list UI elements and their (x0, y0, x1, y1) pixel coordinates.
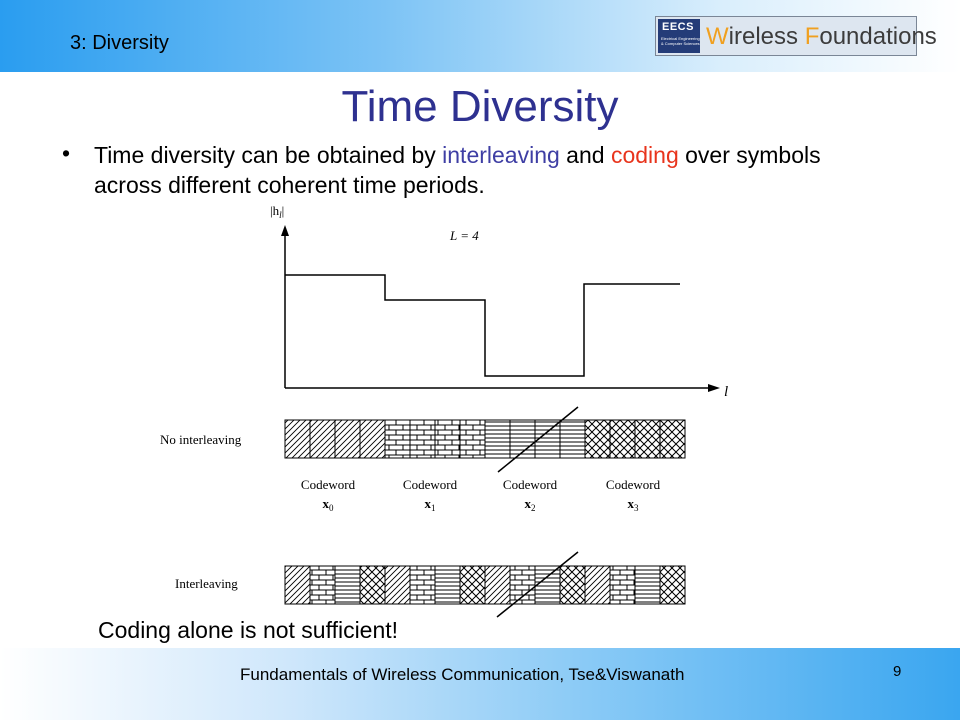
no-interleaving-label: No interleaving (160, 432, 242, 447)
logo-initial-f: F (804, 23, 820, 50)
codeword-1-symbol: $x_1$ (424, 496, 436, 513)
codeword-3-symbol: $x_3$ (627, 496, 639, 513)
y-axis-arrow-icon (281, 225, 289, 236)
eecs-badge-text: EECS (662, 21, 694, 33)
bullet-middle: and (559, 142, 611, 168)
interleaving-codeword-strip (285, 566, 685, 604)
no-interleaving-codeword-strip (285, 420, 685, 458)
term-coding: coding (610, 142, 679, 168)
x-axis-label: l (724, 384, 729, 400)
channel-gain-curve (285, 275, 680, 376)
logo-word-wireless: ireless (728, 23, 805, 50)
term-interleaving: interleaving (442, 142, 560, 168)
eecs-badge-subtitle-2: & Computer Sciences (661, 41, 700, 46)
slide-title: Time Diversity (341, 82, 619, 131)
codeword-3-label: Codeword (605, 477, 661, 492)
section-title: 3: Diversity (70, 32, 169, 54)
codeword-2-label: Codeword (502, 477, 558, 492)
interleaving-label: Interleaving (175, 576, 238, 591)
bullet-suffix: over symbols across different coherent time periods. (94, 142, 821, 198)
codeword-1-label: Codeword (402, 477, 458, 492)
eecs-badge-subtitle-1: Electrical Engineering (661, 36, 700, 41)
y-axis-label: $|h_l|$ (270, 203, 285, 220)
bullet-prefix: Time diversity can be obtained by (94, 142, 443, 168)
logo-word-foundations: oundations (819, 23, 937, 50)
codeword-labels (301, 477, 661, 513)
x-axis-arrow-icon (708, 384, 720, 392)
codeword-0-label: Codeword (300, 477, 356, 492)
page-number: 9 (893, 663, 902, 680)
caption: Coding alone is not sufficient! (98, 617, 399, 643)
codeword-2-symbol: $x_2$ (524, 496, 536, 513)
logo-initial-w: W (706, 23, 729, 50)
codeword-0-symbol: $x_0$ (322, 496, 334, 513)
bullet-marker: • (62, 140, 71, 166)
l-equals-4-label: L = 4 (450, 228, 479, 243)
footer-text: Fundamentals of Wireless Communication, Tse&Viswanath (240, 665, 685, 684)
